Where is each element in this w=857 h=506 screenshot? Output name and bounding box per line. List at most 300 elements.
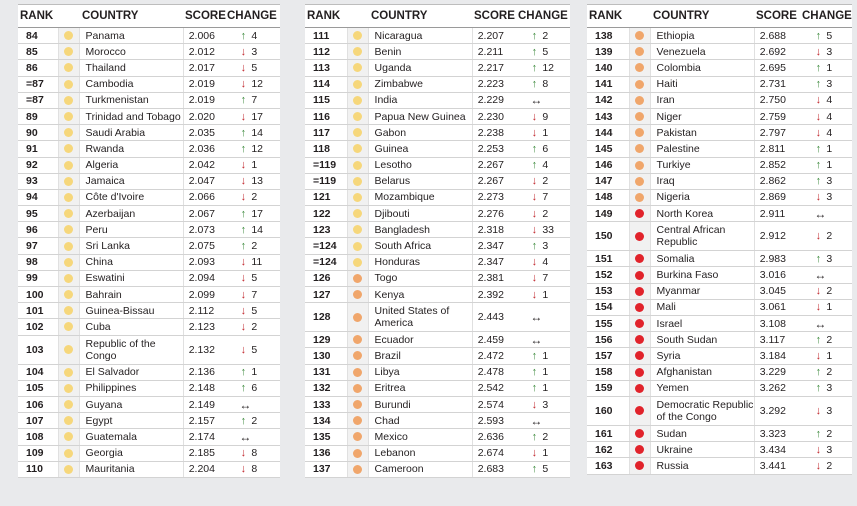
peace-level-dot bbox=[635, 31, 644, 40]
table-row bbox=[305, 125, 570, 141]
peace-level-dot bbox=[353, 144, 362, 153]
change-value: 4 bbox=[542, 256, 549, 269]
arrow-up-icon: ↑ bbox=[531, 430, 538, 443]
rank-cell: 114 bbox=[313, 78, 330, 91]
score-value: 2.797 bbox=[754, 125, 803, 140]
country-name: North Korea bbox=[656, 207, 714, 220]
peace-level-dot bbox=[635, 112, 644, 121]
change-cell bbox=[518, 191, 570, 203]
country-name: Egypt bbox=[85, 414, 113, 427]
arrow-down-icon: ↓ bbox=[815, 349, 822, 362]
rank-cell: 159 bbox=[595, 382, 613, 395]
rank-cell: 110 bbox=[26, 463, 43, 476]
table-header bbox=[18, 4, 280, 28]
arrow-up-icon: ↑ bbox=[815, 252, 822, 265]
table-row bbox=[587, 332, 852, 348]
peace-level-dot bbox=[353, 161, 362, 170]
change-value: 1 bbox=[826, 349, 833, 362]
change-cell bbox=[802, 460, 852, 472]
country-name: Israel bbox=[656, 317, 683, 330]
change-value: 7 bbox=[542, 191, 549, 204]
rank-cell: =119 bbox=[313, 175, 337, 188]
score-value: 2.185 bbox=[183, 446, 228, 461]
change-value: 2 bbox=[826, 230, 833, 243]
rank-cell: 85 bbox=[26, 45, 38, 58]
table-row bbox=[18, 158, 280, 174]
header-country: COUNTRY bbox=[82, 10, 139, 22]
arrow-down-icon: ↓ bbox=[531, 447, 538, 460]
change-cell bbox=[802, 143, 852, 155]
status-dot-cell bbox=[629, 109, 651, 124]
change-value: 3 bbox=[826, 443, 833, 456]
change-value: 7 bbox=[542, 272, 549, 285]
change-value: 1 bbox=[542, 382, 549, 395]
change-value: 1 bbox=[542, 288, 549, 301]
country-name: Lebanon bbox=[374, 447, 416, 460]
rank-cell: 122 bbox=[313, 207, 331, 220]
arrow-down-icon: ↓ bbox=[240, 45, 247, 58]
arrow-up-icon: ↑ bbox=[531, 382, 538, 395]
country-name: China bbox=[85, 256, 113, 269]
rank-cell: 135 bbox=[313, 430, 331, 443]
status-dot-cell bbox=[629, 28, 651, 43]
change-value: 4 bbox=[542, 159, 549, 172]
change-cell bbox=[802, 268, 852, 282]
peace-level-dot bbox=[64, 432, 73, 441]
country-name: Niger bbox=[656, 110, 682, 123]
status-dot-cell bbox=[58, 303, 80, 318]
change-value: 2 bbox=[251, 320, 258, 333]
peace-level-dot bbox=[64, 96, 73, 105]
change-cell bbox=[518, 399, 570, 411]
arrow-down-icon: ↓ bbox=[815, 110, 822, 123]
rank-cell: 150 bbox=[595, 230, 613, 243]
status-dot-cell bbox=[58, 238, 80, 253]
change-cell bbox=[802, 334, 852, 346]
change-cell bbox=[518, 111, 570, 123]
rank-cell: 134 bbox=[313, 414, 331, 427]
status-dot-cell bbox=[58, 109, 80, 124]
peace-level-dot bbox=[635, 335, 644, 344]
arrow-left-right-icon: ↔ bbox=[814, 316, 827, 331]
score-value: 2.267 bbox=[472, 174, 519, 189]
arrow-down-icon: ↓ bbox=[531, 272, 538, 285]
country-name: Venezuela bbox=[656, 45, 706, 58]
peace-level-dot bbox=[64, 449, 73, 458]
score-value: 2.750 bbox=[754, 93, 803, 108]
change-cell bbox=[802, 350, 852, 362]
country-name: Papua New Guinea bbox=[374, 110, 466, 123]
change-value: 3 bbox=[826, 382, 833, 395]
rank-cell: 93 bbox=[26, 175, 38, 188]
change-value: 17 bbox=[251, 110, 264, 123]
country-name: Morocco bbox=[85, 45, 126, 58]
arrow-up-icon: ↑ bbox=[531, 159, 538, 172]
change-value: 2 bbox=[826, 285, 833, 298]
change-cell bbox=[518, 366, 570, 378]
status-dot-cell bbox=[629, 93, 651, 108]
rank-cell: 162 bbox=[595, 443, 613, 456]
status-dot-cell bbox=[347, 429, 369, 444]
status-dot-cell bbox=[347, 446, 369, 461]
peace-level-dot bbox=[64, 63, 73, 72]
change-cell bbox=[802, 78, 852, 90]
country-name: Ecuador bbox=[374, 333, 414, 346]
country-name: Mozambique bbox=[374, 191, 435, 204]
status-dot-cell bbox=[58, 190, 80, 205]
table-row bbox=[587, 141, 852, 157]
change-value: 3 bbox=[542, 398, 549, 411]
country-name: Democratic Republic of the Congo bbox=[656, 398, 754, 423]
arrow-down-icon: ↓ bbox=[815, 285, 822, 298]
peace-level-dot bbox=[635, 232, 644, 241]
arrow-left-right-icon: ↔ bbox=[814, 268, 827, 283]
peace-level-dot bbox=[353, 351, 362, 360]
change-cell bbox=[227, 62, 280, 74]
peace-level-dot bbox=[635, 177, 644, 186]
status-dot-cell bbox=[58, 93, 80, 108]
score-value: 2.017 bbox=[183, 60, 228, 75]
arrow-down-icon: ↓ bbox=[240, 78, 247, 91]
change-value: 5 bbox=[251, 343, 258, 356]
peace-level-dot bbox=[353, 242, 362, 251]
table-row bbox=[305, 206, 570, 222]
change-cell bbox=[802, 46, 852, 58]
change-value: 1 bbox=[542, 447, 549, 460]
country-name: Mexico bbox=[374, 430, 408, 443]
status-dot-cell bbox=[58, 446, 80, 461]
score-value: 2.811 bbox=[754, 141, 803, 156]
peace-level-dot bbox=[64, 400, 73, 409]
country-name: Sudan bbox=[656, 427, 687, 440]
peace-level-dot bbox=[353, 128, 362, 137]
table-row bbox=[18, 336, 280, 365]
country-name: Colombia bbox=[656, 61, 701, 74]
arrow-up-icon: ↑ bbox=[531, 463, 538, 476]
peace-level-dot bbox=[635, 461, 644, 470]
score-value: 2.574 bbox=[472, 397, 519, 412]
table-row bbox=[305, 190, 570, 206]
status-dot-cell bbox=[58, 336, 80, 364]
score-value: 2.392 bbox=[472, 287, 519, 302]
score-value: 2.636 bbox=[472, 429, 519, 444]
country-name: Nicaragua bbox=[374, 29, 423, 42]
change-value: 4 bbox=[251, 29, 258, 42]
score-value: 2.276 bbox=[472, 206, 519, 221]
score-value: 2.253 bbox=[472, 141, 519, 156]
change-cell bbox=[802, 159, 852, 171]
country-name: Chad bbox=[374, 414, 400, 427]
score-value: 2.911 bbox=[754, 206, 803, 221]
rank-cell: 146 bbox=[595, 159, 613, 172]
rank-cell: 154 bbox=[595, 301, 613, 314]
arrow-up-icon: ↑ bbox=[815, 427, 822, 440]
rank-cell: 143 bbox=[595, 110, 613, 123]
rank-cell: 153 bbox=[595, 285, 613, 298]
peace-level-dot bbox=[635, 445, 644, 454]
change-cell bbox=[227, 344, 280, 356]
country-name: Belarus bbox=[374, 175, 411, 188]
arrow-up-icon: ↑ bbox=[815, 61, 822, 74]
arrow-down-icon: ↓ bbox=[240, 256, 247, 269]
rank-cell: 130 bbox=[313, 349, 331, 362]
rank-cell: =124 bbox=[313, 256, 337, 269]
arrow-down-icon: ↓ bbox=[815, 126, 822, 139]
score-value: 2.204 bbox=[183, 462, 228, 477]
peace-level-dot bbox=[353, 384, 362, 393]
change-value: 17 bbox=[251, 207, 264, 220]
change-cell bbox=[802, 405, 852, 417]
rank-cell: 147 bbox=[595, 175, 613, 188]
peace-level-dot bbox=[635, 128, 644, 137]
status-dot-cell bbox=[629, 426, 651, 441]
arrow-down-icon: ↓ bbox=[531, 288, 538, 301]
change-cell bbox=[518, 414, 570, 428]
table-row bbox=[587, 93, 852, 109]
change-value: 2 bbox=[251, 191, 258, 204]
arrow-down-icon: ↓ bbox=[531, 207, 538, 220]
change-value: 4 bbox=[826, 110, 833, 123]
score-value: 2.012 bbox=[183, 44, 228, 59]
change-cell bbox=[227, 46, 280, 58]
change-cell bbox=[227, 240, 280, 252]
table-row bbox=[587, 44, 852, 60]
status-dot-cell bbox=[629, 397, 651, 425]
change-cell bbox=[802, 317, 852, 331]
score-value: 2.688 bbox=[754, 28, 803, 43]
arrow-left-right-icon: ↔ bbox=[530, 413, 543, 428]
table-row bbox=[305, 446, 570, 462]
change-cell bbox=[802, 207, 852, 221]
peace-level-dot bbox=[64, 177, 73, 186]
rank-cell: 142 bbox=[595, 94, 613, 107]
table-row bbox=[305, 303, 570, 332]
header-country: COUNTRY bbox=[653, 10, 710, 22]
peace-level-dot bbox=[353, 290, 362, 299]
country-name: Uganda bbox=[374, 61, 412, 74]
table-row bbox=[18, 125, 280, 141]
status-dot-cell bbox=[58, 60, 80, 75]
change-cell bbox=[518, 240, 570, 252]
table-row bbox=[305, 238, 570, 254]
country-name: Libya bbox=[374, 366, 400, 379]
status-dot-cell bbox=[629, 206, 651, 221]
country-name: Ethiopia bbox=[656, 29, 695, 42]
change-value: 2 bbox=[542, 430, 549, 443]
peace-level-dot bbox=[64, 384, 73, 393]
table-row bbox=[18, 397, 280, 413]
rank-cell: 140 bbox=[595, 61, 613, 74]
arrow-down-icon: ↓ bbox=[531, 110, 538, 123]
change-value: 6 bbox=[251, 382, 258, 395]
score-value: 3.323 bbox=[754, 426, 803, 441]
rank-cell: 109 bbox=[26, 447, 44, 460]
country-name: Republic of the Congo bbox=[85, 337, 156, 362]
country-name: Honduras bbox=[374, 256, 421, 269]
table-row bbox=[305, 222, 570, 238]
peace-level-dot bbox=[353, 449, 362, 458]
change-value: 1 bbox=[542, 126, 549, 139]
rank-cell: 131 bbox=[313, 366, 331, 379]
status-dot-cell bbox=[347, 397, 369, 412]
change-value: 14 bbox=[251, 126, 264, 139]
rank-cell: 123 bbox=[313, 223, 331, 236]
score-value: 2.267 bbox=[472, 158, 519, 173]
country-name: Rwanda bbox=[85, 142, 125, 155]
rank-cell: 148 bbox=[595, 191, 613, 204]
peace-level-dot bbox=[64, 225, 73, 234]
change-value: 3 bbox=[826, 252, 833, 265]
score-value: 2.472 bbox=[472, 348, 519, 363]
country-name: El Salvador bbox=[85, 366, 140, 379]
arrow-up-icon: ↑ bbox=[240, 126, 247, 139]
change-value: 5 bbox=[542, 463, 549, 476]
rank-cell: 128 bbox=[313, 311, 331, 324]
country-name: Afghanistan bbox=[656, 366, 712, 379]
peace-level-dot bbox=[353, 112, 362, 121]
score-value: 2.238 bbox=[472, 125, 519, 140]
ranking-panel-2 bbox=[305, 4, 570, 478]
arrow-down-icon: ↓ bbox=[815, 459, 822, 472]
status-dot-cell bbox=[347, 271, 369, 286]
change-cell bbox=[227, 256, 280, 268]
country-name: Zimbabwe bbox=[374, 78, 423, 91]
change-cell bbox=[802, 30, 852, 42]
peace-level-dot bbox=[635, 429, 644, 438]
arrow-up-icon: ↑ bbox=[240, 240, 247, 253]
change-cell bbox=[518, 256, 570, 268]
peace-level-dot bbox=[64, 322, 73, 331]
change-cell bbox=[518, 224, 570, 236]
table-row bbox=[305, 109, 570, 125]
change-cell bbox=[518, 350, 570, 362]
score-value: 2.067 bbox=[183, 206, 228, 221]
arrow-down-icon: ↓ bbox=[240, 304, 247, 317]
change-cell bbox=[227, 208, 280, 220]
peace-level-dot bbox=[353, 177, 362, 186]
country-name: Nigeria bbox=[656, 191, 690, 204]
rank-cell: 89 bbox=[26, 110, 38, 123]
change-value: 8 bbox=[251, 447, 258, 460]
peace-level-dot bbox=[635, 96, 644, 105]
rank-cell: 108 bbox=[26, 430, 44, 443]
country-name: Peru bbox=[85, 223, 108, 236]
rank-cell: 94 bbox=[26, 191, 38, 204]
arrow-down-icon: ↓ bbox=[240, 463, 247, 476]
table-row bbox=[587, 284, 852, 300]
rank-cell: 103 bbox=[26, 343, 44, 356]
change-value: 1 bbox=[826, 142, 833, 155]
peace-level-dot bbox=[635, 63, 644, 72]
table-row bbox=[305, 413, 570, 429]
change-cell bbox=[227, 143, 280, 155]
country-name: Ukraine bbox=[656, 443, 693, 456]
rank-cell: 96 bbox=[26, 223, 38, 236]
header-change: CHANGE bbox=[518, 10, 568, 22]
rank-cell: 117 bbox=[313, 126, 330, 139]
status-dot-cell bbox=[58, 44, 80, 59]
change-value: 2 bbox=[542, 175, 549, 188]
score-value: 2.157 bbox=[183, 413, 228, 428]
peace-level-dot bbox=[353, 274, 362, 283]
change-cell bbox=[227, 175, 280, 187]
score-value: 2.229 bbox=[472, 93, 519, 108]
header-score: SCORE bbox=[756, 10, 797, 22]
arrow-down-icon: ↓ bbox=[240, 272, 247, 285]
country-name: Lesotho bbox=[374, 159, 412, 172]
header-score: SCORE bbox=[185, 10, 226, 22]
rank-cell: 98 bbox=[26, 256, 38, 269]
table-row bbox=[18, 93, 280, 109]
table-row bbox=[18, 462, 280, 478]
status-dot-cell bbox=[58, 206, 80, 221]
change-cell bbox=[227, 366, 280, 378]
country-name: Guinea bbox=[374, 142, 409, 155]
status-dot-cell bbox=[347, 238, 369, 253]
score-value: 2.695 bbox=[754, 60, 803, 75]
status-dot-cell bbox=[347, 303, 369, 331]
change-value: 3 bbox=[826, 78, 833, 91]
header-change: CHANGE bbox=[802, 10, 852, 22]
status-dot-cell bbox=[629, 381, 651, 396]
status-dot-cell bbox=[58, 28, 80, 43]
score-value: 3.441 bbox=[754, 458, 803, 473]
score-value: 3.262 bbox=[754, 381, 803, 396]
status-dot-cell bbox=[58, 174, 80, 189]
change-cell bbox=[227, 191, 280, 203]
change-cell bbox=[518, 463, 570, 475]
peace-level-dot bbox=[635, 406, 644, 415]
arrow-left-right-icon: ↔ bbox=[530, 310, 543, 325]
change-cell bbox=[802, 301, 852, 313]
status-dot-cell bbox=[347, 44, 369, 59]
rank-cell: 158 bbox=[595, 366, 613, 379]
arrow-down-icon: ↓ bbox=[240, 343, 247, 356]
rank-cell: 99 bbox=[26, 272, 38, 285]
peace-level-dot bbox=[635, 144, 644, 153]
peace-level-dot bbox=[64, 161, 73, 170]
table-row bbox=[587, 158, 852, 174]
change-value: 1 bbox=[251, 159, 258, 172]
arrow-down-icon: ↓ bbox=[240, 288, 247, 301]
change-value: 3 bbox=[826, 191, 833, 204]
status-dot-cell bbox=[629, 158, 651, 173]
country-name: Sri Lanka bbox=[85, 240, 130, 253]
table-row bbox=[587, 442, 852, 458]
peace-level-dot bbox=[64, 368, 73, 377]
table-row bbox=[305, 287, 570, 303]
table-header bbox=[305, 4, 570, 28]
rank-cell: 141 bbox=[595, 78, 613, 91]
change-cell bbox=[227, 159, 280, 171]
change-cell bbox=[518, 272, 570, 284]
rank-cell: 144 bbox=[595, 126, 613, 139]
table-row bbox=[305, 348, 570, 364]
rank-cell: 137 bbox=[313, 463, 331, 476]
peace-level-dot bbox=[353, 416, 362, 425]
change-cell bbox=[518, 46, 570, 58]
rank-cell: 138 bbox=[595, 29, 613, 42]
table-row bbox=[18, 238, 280, 254]
status-dot-cell bbox=[629, 458, 651, 473]
rank-cell: 155 bbox=[595, 317, 613, 330]
table-row bbox=[587, 190, 852, 206]
change-value: 1 bbox=[542, 366, 549, 379]
score-value: 2.042 bbox=[183, 158, 228, 173]
rank-cell: 121 bbox=[313, 191, 331, 204]
change-cell bbox=[802, 428, 852, 440]
rank-cell: 84 bbox=[26, 29, 38, 42]
